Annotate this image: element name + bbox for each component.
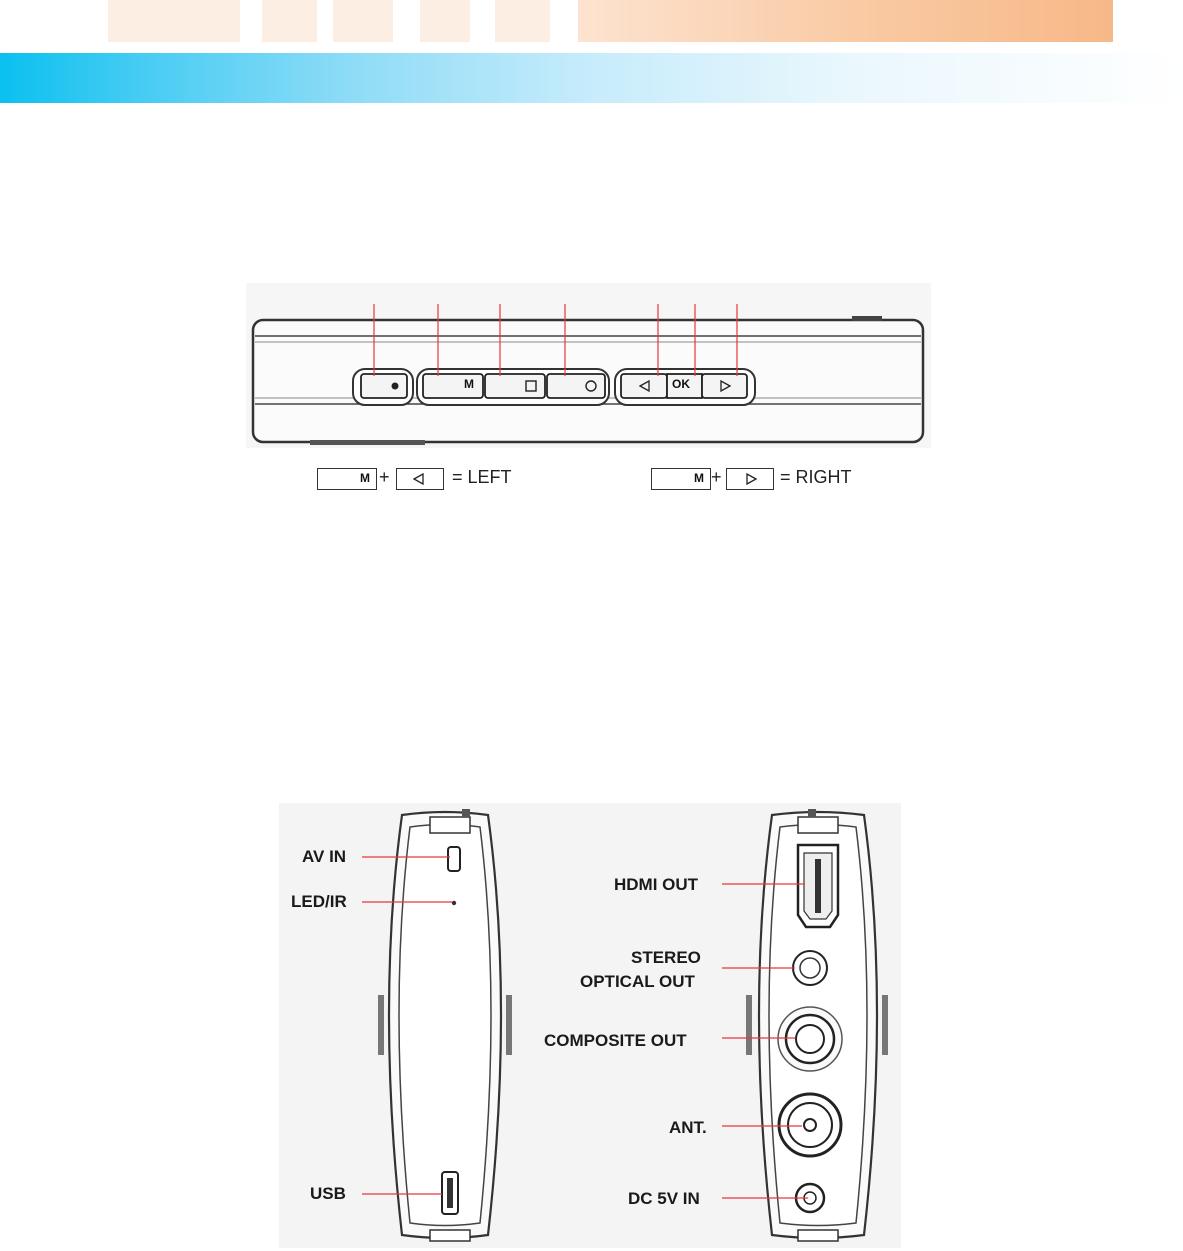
combo-right-result: = RIGHT	[780, 467, 852, 487]
menu-key-letter: M	[464, 377, 474, 391]
combo-menu-key-letter: M	[694, 471, 704, 485]
left-triangle-icon	[397, 469, 443, 489]
ok-key-letter: OK	[672, 377, 690, 391]
combo-plus-right: +	[711, 467, 722, 487]
device-front-panel	[240, 280, 940, 450]
up-button	[621, 374, 667, 398]
combo-menu-key-right	[651, 468, 711, 490]
header-tile	[108, 0, 240, 42]
header-tile	[495, 0, 550, 42]
header-peach-bar	[578, 0, 1113, 42]
down-button	[702, 374, 747, 398]
label-av-in: AV IN	[302, 847, 347, 866]
label-composite-out: COMPOSITE OUT	[544, 1031, 687, 1050]
header-tile	[262, 0, 317, 42]
label-stereo: STEREO	[631, 948, 701, 967]
header-tile	[420, 0, 470, 42]
power-button	[361, 374, 407, 398]
combo-right-key	[726, 468, 774, 490]
combo-left-result: = LEFT	[452, 467, 512, 487]
header-blue-band	[0, 53, 1183, 103]
label-dc-in: DC 5V IN	[628, 1189, 700, 1208]
combo-plus-left: +	[379, 467, 390, 487]
right-triangle-icon	[727, 469, 773, 489]
label-optical-out: OPTICAL OUT	[580, 972, 695, 991]
side-callout-lines	[350, 840, 850, 1210]
header-tile	[333, 0, 393, 42]
label-hdmi-out: HDMI OUT	[614, 875, 699, 894]
label-usb: USB	[310, 1184, 346, 1203]
combo-menu-key-letter: M	[360, 471, 370, 485]
power-icon	[392, 383, 399, 390]
menu-button	[423, 374, 483, 398]
combo-left-key	[396, 468, 444, 490]
label-ant: ANT.	[669, 1118, 707, 1137]
combo-menu-key-left	[317, 468, 377, 490]
label-led-ir: LED/IR	[291, 892, 347, 911]
